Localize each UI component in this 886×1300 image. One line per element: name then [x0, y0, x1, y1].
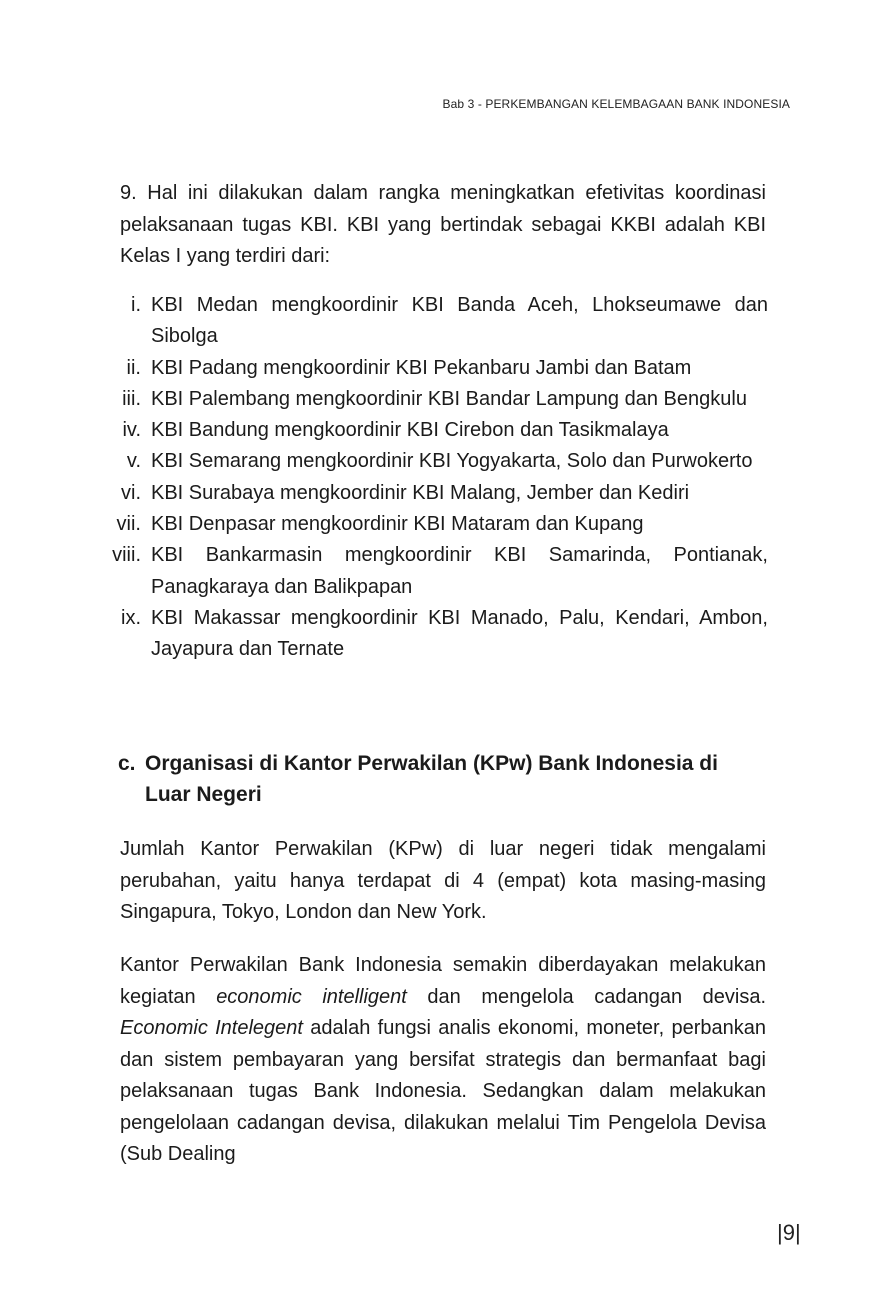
list-item-number: ix. — [121, 606, 141, 629]
section-heading — [118, 748, 778, 810]
list-item-number: vi. — [121, 481, 141, 504]
list-item — [96, 353, 768, 384]
kpw-paragraph: Jumlah Kantor Perwakilan (KPw) di luar negeri tidak mengalami perubahan, yaitu hanya terdapat di 4 (empat) kota masing-masing Singapura, Tokyo, London dan New York. — [120, 838, 766, 923]
section-title-line2: Luar Negeri — [145, 783, 262, 806]
list-item — [96, 415, 768, 446]
list-item-number: v. — [126, 450, 141, 473]
list-item — [96, 603, 768, 666]
list-item-text: KBI Palembang mengkoordinir KBI Bandar Lampung dan Bengkulu — [151, 387, 747, 410]
list-item — [96, 509, 768, 540]
list-item — [96, 290, 768, 353]
list-item-number: ii. — [126, 356, 141, 379]
running-header: Bab 3 - PERKEMBANGAN KELEMBAGAAN BANK INDONESIA — [442, 97, 790, 111]
list-item-text: KBI Surabaya mengkoordinir KBI Malang, Jember dan Kediri — [151, 481, 690, 504]
list-item — [96, 446, 768, 477]
list-item-number: iv. — [122, 419, 141, 442]
list-item-number: iii. — [122, 387, 141, 410]
list-item — [96, 478, 768, 509]
role-italic-term1: economic intelligent — [216, 985, 407, 1008]
list-item-number: vii. — [116, 513, 141, 536]
list-item-number: viii. — [112, 544, 141, 567]
role-italic-term2: Economic Intelegent — [120, 1017, 303, 1039]
page-number: |9| — [777, 1220, 801, 1245]
list-item-text: KBI Bandung mengkoordinir KBI Cirebon dan Tasikmalaya — [151, 419, 669, 442]
list-item — [96, 540, 768, 603]
list-item — [96, 384, 768, 415]
list-item-number: i. — [131, 294, 141, 316]
role-paragraph — [120, 950, 766, 1171]
section-letter: c. — [118, 752, 136, 775]
role-text-part3: adalah fungsi analis ekonomi, moneter, perbankan dan sistem pembayaran yang bersifat strategis dan bermanfaat bagi pelaksanaan tugas Bank Indonesia. Sedangkan dalam melakukan pengelolaan cadangan devisa, dilakukan melalui Tim Pengelola Devisa (Sub Dealing — [120, 1017, 766, 1165]
list-item-text: KBI Medan mengkoordinir KBI Banda Aceh, Lhokseumawe dan Sibolga — [151, 294, 768, 348]
section-title-line1: Organisasi di Kantor Perwakilan (KPw) Bank Indonesia di — [145, 752, 718, 775]
list-item-text: KBI Denpasar mengkoordinir KBI Mataram dan Kupang — [151, 513, 644, 536]
list-item-text: KBI Bankarmasin mengkoordinir KBI Samarinda, Pontianak, Panagkaraya dan Balikpapan — [151, 544, 768, 598]
intro-paragraph: 9. Hal ini dilakukan dalam rangka meningkatkan efetivitas koordinasi pelaksanaan tugas KBI. KBI yang bertindak sebagai KKBI adalah KBI Kelas I yang terdiri dari: — [120, 182, 766, 267]
role-text-part2: dan mengelola cadangan devisa. — [406, 985, 767, 1008]
kbi-coordination-list — [96, 290, 768, 666]
list-item-text: KBI Semarang mengkoordinir KBI Yogyakarta, Solo dan Purwokerto — [151, 450, 753, 473]
list-item-text: KBI Makassar mengkoordinir KBI Manado, Palu, Kendari, Ambon, Jayapura dan Ternate — [151, 606, 768, 661]
list-item-text: KBI Padang mengkoordinir KBI Pekanbaru Jambi dan Batam — [151, 356, 692, 379]
role-text-part1: Kantor Perwakilan Bank Indonesia semakin diberdayakan melakukan kegiatan — [120, 954, 766, 1008]
